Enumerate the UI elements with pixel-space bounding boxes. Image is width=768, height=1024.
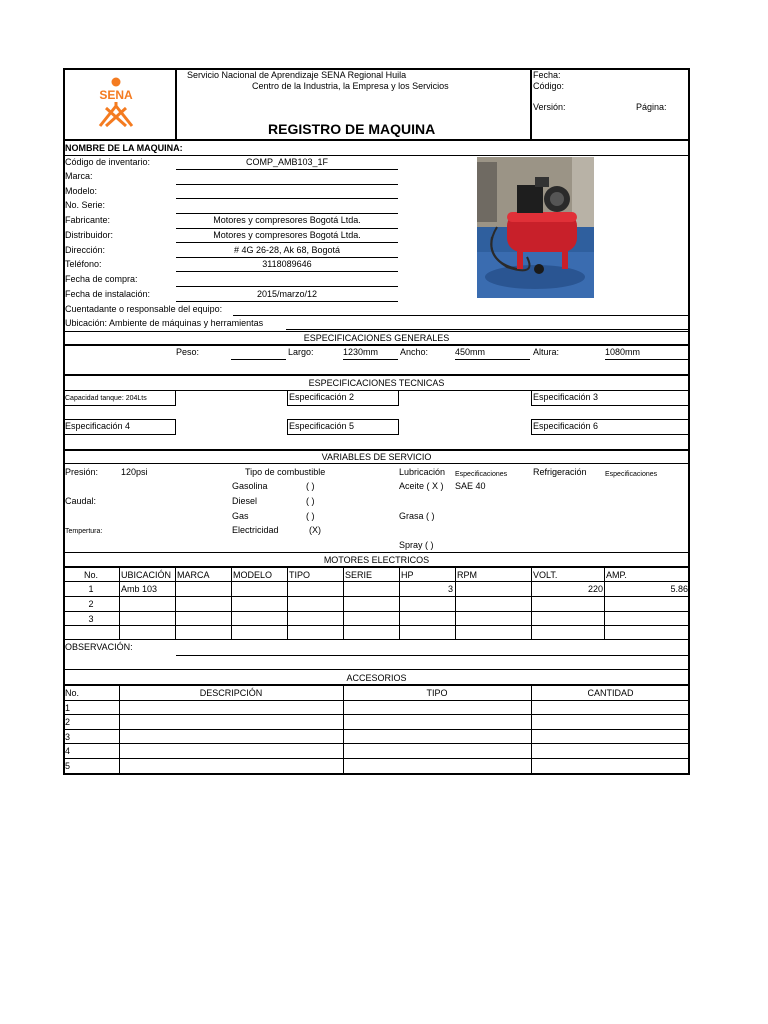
grid-line <box>63 581 690 582</box>
field-label: Teléfono: <box>65 259 102 269</box>
rule <box>63 155 690 156</box>
esp-item: Especificación 3 <box>533 392 599 402</box>
col-header: CANTIDAD <box>587 688 634 698</box>
table-row-no: 2 <box>65 717 71 727</box>
field-label: Código de inventario: <box>65 157 151 167</box>
variables-heading: VARIABLES DE SERVICIO <box>321 452 432 462</box>
org-line-2: Centro de la Industria, la Empresa y los Servicios <box>252 81 449 91</box>
field-underline <box>233 315 690 316</box>
rule <box>63 449 690 451</box>
altura-label: Altura: <box>533 347 560 357</box>
field-underline <box>176 257 398 258</box>
col-header: HP <box>401 570 414 580</box>
table-cell-hp: 3 <box>447 584 453 594</box>
esp-item: Especificación 6 <box>533 421 599 431</box>
fecha-label: Fecha: <box>533 70 561 80</box>
header-divider <box>175 68 177 140</box>
field-underline <box>176 655 690 656</box>
col-header: SERIE <box>345 570 373 580</box>
largo-label: Largo: <box>288 347 314 357</box>
grid-line <box>231 567 232 640</box>
field-underline <box>176 228 398 229</box>
field-label: No. Serie: <box>65 200 106 210</box>
field-label: Dirección: <box>65 245 106 255</box>
field-label: Marca: <box>65 171 93 181</box>
field-value-telefono: 3118089646 <box>262 259 312 269</box>
esp-generales-heading: ESPECIFICACIONES GENERALES <box>303 333 450 343</box>
ubicacion-label: Ubicación: Ambiente de máquinas y herramientas <box>65 318 264 328</box>
responsable-label: Cuentadante o responsable del equipo: <box>65 304 223 314</box>
field-value-instalacion: 2015/marzo/12 <box>256 289 318 299</box>
grid-line <box>399 567 400 640</box>
grid-line <box>175 567 176 640</box>
electricidad-mark: (X) <box>309 525 321 535</box>
rule <box>63 669 690 670</box>
pagina-label: Página: <box>636 102 667 112</box>
ancho-value: 450mm <box>455 347 486 357</box>
ref-especificaciones-label: Especificaciones <box>605 471 658 478</box>
rule <box>63 552 690 553</box>
grid-line <box>455 567 456 640</box>
field-value-fabricante: Motores y compresores Bogotá Ltda. <box>213 215 361 225</box>
aceite-value: SAE 40 <box>455 481 486 491</box>
table-cell-volt: 220 <box>587 584 603 594</box>
grasa-label: Grasa ( ) <box>399 511 435 521</box>
esp-item: Especificación 5 <box>289 421 355 431</box>
grid-line <box>63 729 690 730</box>
presion-label: Presión: <box>65 467 99 477</box>
grid-line <box>63 639 690 640</box>
field-underline <box>176 198 398 199</box>
col-header: No. <box>83 570 98 580</box>
header-divider <box>530 68 532 140</box>
grid-line <box>63 625 690 626</box>
spray-label: Spray ( ) <box>399 540 434 550</box>
rule <box>63 331 690 332</box>
grid-line <box>63 714 690 715</box>
motores-heading: MOTORES ELECTRICOS <box>323 555 430 565</box>
grid-line <box>63 611 690 612</box>
field-label: Fecha de compra: <box>65 274 138 284</box>
version-label: Versión: <box>533 102 566 112</box>
diesel-label: Diesel <box>232 496 258 506</box>
altura-value: 1080mm <box>605 347 641 357</box>
table-row-no: 1 <box>65 703 71 713</box>
combustible-label: Tipo de combustible <box>245 467 326 477</box>
grid-line <box>63 596 690 597</box>
peso-label: Peso: <box>176 347 200 357</box>
grid-line <box>531 567 532 640</box>
field-underline <box>176 271 398 272</box>
gas-mark: ( ) <box>306 511 315 521</box>
page-title: REGISTRO DE MAQUINA <box>268 121 436 137</box>
aceite-label: Aceite ( X ) <box>399 481 444 491</box>
field-underline <box>176 213 398 214</box>
grid-line <box>287 567 288 640</box>
lubricacion-label: Lubricación <box>399 467 446 477</box>
machine-photo <box>477 157 594 298</box>
col-header: TIPO <box>426 688 448 698</box>
codigo-label: Código: <box>533 81 565 91</box>
field-underline <box>176 184 398 185</box>
temperatura-label: Tempertura: <box>65 528 103 535</box>
logo-text: SENA <box>99 88 133 102</box>
col-header: VOLT. <box>533 570 558 580</box>
table-cell-no: 3 <box>88 614 94 624</box>
grid-line <box>63 743 690 744</box>
rule <box>63 374 690 376</box>
col-header: MODELO <box>233 570 273 580</box>
field-underline <box>605 359 690 360</box>
esp-tecnicas-heading: ESPECIFICACIONES TECNICAS <box>308 378 445 388</box>
rule <box>63 684 690 686</box>
gasolina-mark: ( ) <box>306 481 315 491</box>
field-underline <box>176 242 398 243</box>
field-label: Fecha de instalación: <box>65 289 151 299</box>
field-value-distribuidor: Motores y compresores Bogotá Ltda. <box>213 230 361 240</box>
col-header: No. <box>65 688 80 698</box>
field-underline <box>455 359 530 360</box>
field-underline <box>176 301 398 302</box>
col-header: RPM <box>457 570 477 580</box>
col-header: MARCA <box>177 570 210 580</box>
field-underline <box>176 286 398 287</box>
grid-line <box>604 567 605 640</box>
header-bottom-rule <box>63 139 690 141</box>
field-underline <box>286 329 690 330</box>
field-value-direccion: # 4G 26-28, Ak 68, Bogotá <box>233 245 341 255</box>
table-row-no: 4 <box>65 746 71 756</box>
gas-label: Gas <box>232 511 249 521</box>
grid-line <box>63 700 690 701</box>
esp-item: Capacidad tanque: 204Lts <box>65 395 147 402</box>
presion-value: 120psi <box>121 467 148 477</box>
esp-item: Especificación 2 <box>289 392 355 402</box>
ancho-label: Ancho: <box>400 347 429 357</box>
sena-logo <box>88 76 144 128</box>
field-value-inventario: COMP_AMB103_1F <box>245 157 329 167</box>
grid-line <box>119 567 120 640</box>
table-row-no: 3 <box>65 732 71 742</box>
largo-value: 1230mm <box>343 347 379 357</box>
table-cell-no: 2 <box>88 599 94 609</box>
rule <box>63 463 690 464</box>
field-underline <box>176 169 398 170</box>
esp-item: Especificación 4 <box>65 421 131 431</box>
rule <box>63 566 690 568</box>
table-cell-amp: 5.86 <box>670 584 688 594</box>
col-header: AMP. <box>606 570 627 580</box>
electricidad-label: Electricidad <box>232 525 279 535</box>
table-row-no: 5 <box>65 761 71 771</box>
grid-line <box>343 567 344 640</box>
accesorios-heading: ACCESORIOS <box>346 673 407 683</box>
table-cell-no: 1 <box>88 584 94 594</box>
field-underline <box>343 359 398 360</box>
diesel-mark: ( ) <box>306 496 315 506</box>
machine-name-label: NOMBRE DE LA MAQUINA: <box>65 143 183 153</box>
field-label: Fabricante: <box>65 215 111 225</box>
org-line-1: Servicio Nacional de Aprendizaje SENA Regional Huila <box>187 70 407 80</box>
gasolina-label: Gasolina <box>232 481 268 491</box>
field-label: Modelo: <box>65 186 98 196</box>
caudal-label: Caudal: <box>65 496 97 506</box>
lub-especificaciones-label: Especificaciones <box>455 471 508 478</box>
grid-line <box>63 758 690 759</box>
field-underline <box>231 359 286 360</box>
observacion-label: OBSERVACIÓN: <box>65 642 133 652</box>
field-label: Distribuidor: <box>65 230 114 240</box>
col-header: DESCRIPCIÓN <box>199 688 263 698</box>
table-cell-ubicacion: Amb 103 <box>121 584 158 594</box>
col-header: TIPO <box>289 570 311 580</box>
rule <box>63 344 690 346</box>
col-header: UBICACIÓN <box>121 570 172 580</box>
refrigeracion-label: Refrigeración <box>533 467 587 477</box>
